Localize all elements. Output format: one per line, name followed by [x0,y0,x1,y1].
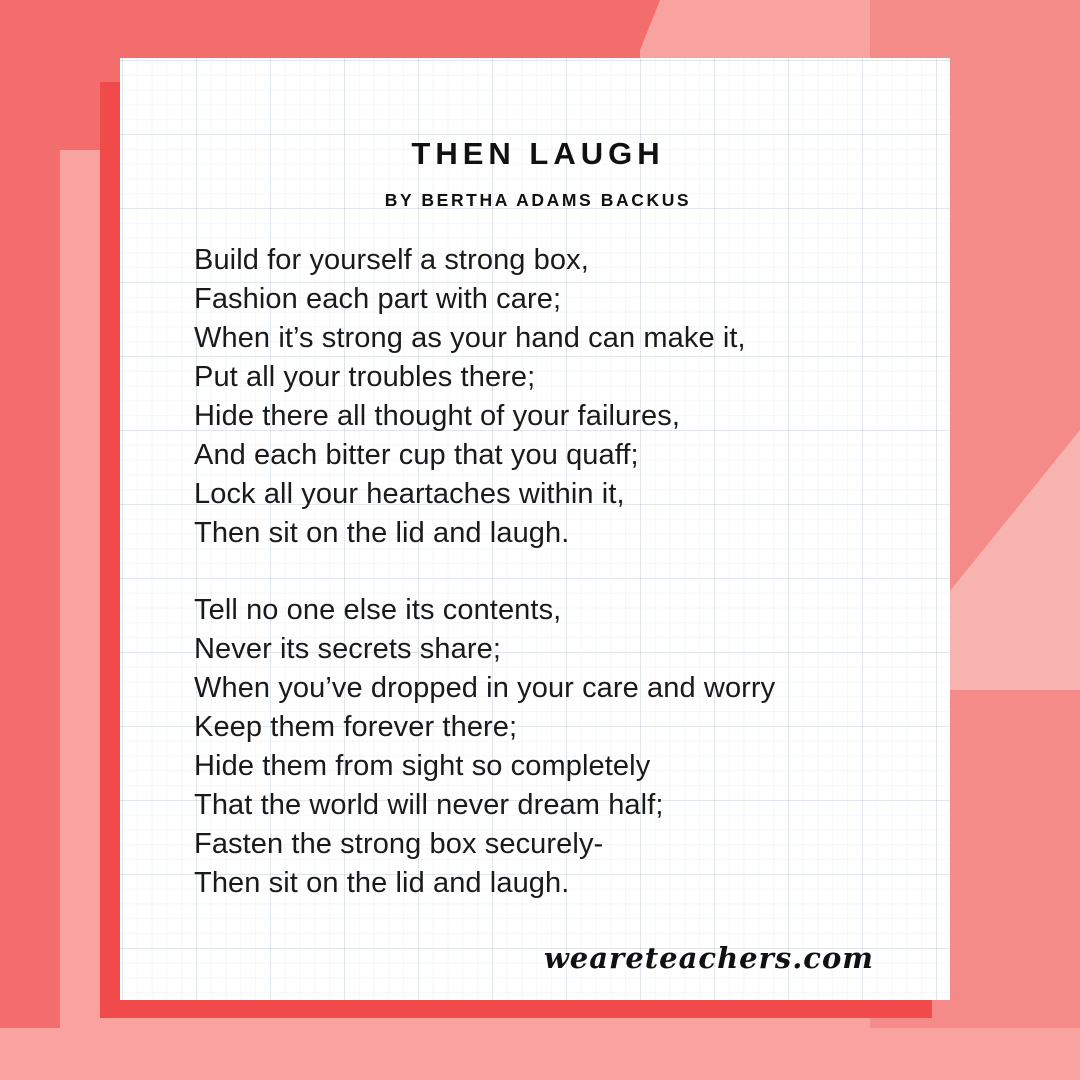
poem-line: Fashion each part with care; [194,283,562,315]
poem-stanza [194,241,884,553]
decorative-shape-bottom [0,1028,1080,1080]
poem-card [120,58,950,1000]
poem-line: Then sit on the lid and laugh. [194,517,570,549]
poem-line: Tell no one else its contents, [194,594,562,626]
poem-line: Lock all your heartaches within it, [194,478,625,510]
poem-line: Fasten the strong box securely- [194,828,604,860]
poem-line: Hide there all thought of your failures, [194,400,680,432]
poem-line: Hide them from sight so completely [194,750,651,782]
poem-stanza [194,591,884,903]
poem-line: Never its secrets share; [194,633,501,665]
site-credit: weareteachers.com [543,941,874,975]
poem-line: When you’ve dropped in your care and worry [194,672,776,704]
poem-line: Put all your troubles there; [194,361,536,393]
decorative-shape-left-band [0,0,60,1080]
poem-body [192,241,884,903]
poem-line: And each bitter cup that you quaff; [194,439,639,471]
poem-line: Then sit on the lid and laugh. [194,867,570,899]
poem-author: BY BERTHA ADAMS BACKUS [384,190,692,210]
poem-line: That the world will never dream half; [194,789,664,821]
poem-line: When it’s strong as your hand can make it, [194,322,746,354]
poem-line: Keep them forever there; [194,711,518,743]
page-title: THEN LAUGH [411,136,665,171]
poem-line: Build for yourself a strong box, [194,244,589,276]
